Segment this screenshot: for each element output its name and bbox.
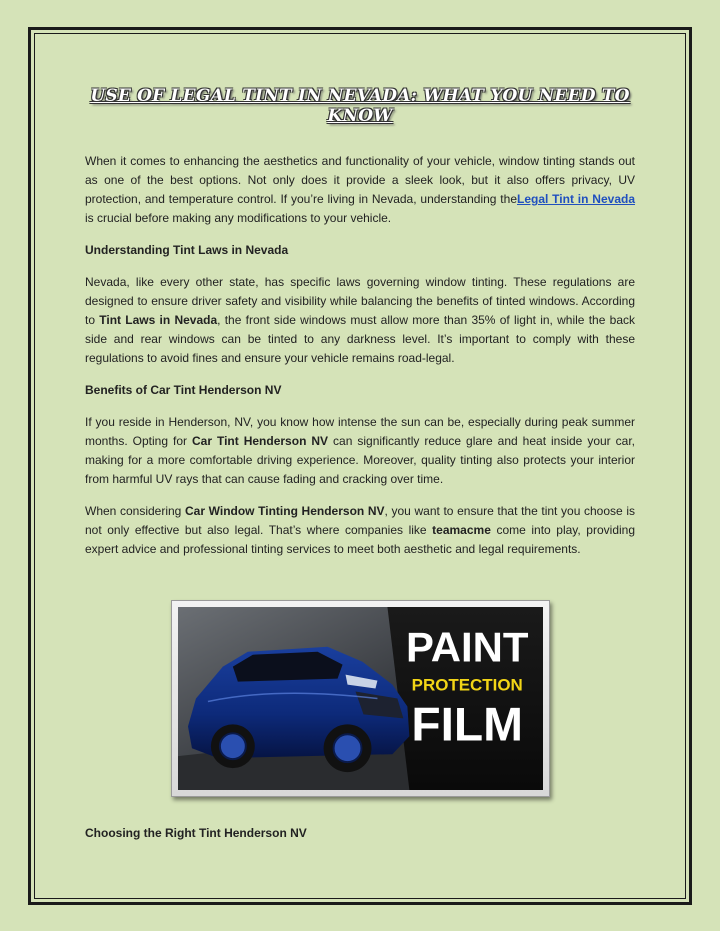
- section-heading-benefits: Benefits of Car Tint Henderson NV: [85, 383, 282, 397]
- benefits-paragraph: If you reside in Henderson, NV, you know how intense the sun can be, especially during peak summer months. Opting for Car Tint Henderson NV can significantly reduce glare and heat inside your car, making for a more comfortable driving experience. Moreover, quality tinting also protects your interior from harmful UV rays that can cause fading and cracking over time.: [85, 415, 635, 486]
- section-heading-choosing-tint: Choosing the Right Tint Henderson NV: [85, 826, 307, 840]
- section-heading-tint-laws: Understanding Tint Laws in Nevada: [85, 243, 289, 257]
- banner-text-film: FILM: [411, 698, 524, 752]
- tint-laws-paragraph: Nevada, like every other state, has specific laws governing window tinting. These regulations are designed to ensure driver safety and visibility while balancing the benefits of tinted windows. According to Tint Laws in Nevada, the front side windows must allow more than 35% of light in, while the back side and rear windows can be tinted to any darkness level. It’s important to comply with these regulations to avoid fines and ensure your vehicle remains road-legal.: [85, 275, 635, 365]
- legal-tint-link[interactable]: Legal Tint in Nevada: [517, 192, 635, 206]
- front-rim: [220, 733, 246, 759]
- banner-text-protection: PROTECTION: [411, 675, 523, 695]
- article-body: [85, 152, 635, 572]
- intro-paragraph: When it comes to enhancing the aesthetics and functionality of your vehicle, window tinting stands out as one of the best options. Not only does it provide a sleek look, but it also offers privacy, UV protection, and temperature control. If you’re living in Nevada, understanding theLegal Tint in Nevada is crucial before making any modifications to your vehicle.: [85, 154, 635, 225]
- paint-protection-film-image: [171, 600, 550, 797]
- banner-text-paint: PAINT: [405, 623, 529, 671]
- car-banner-graphic: [178, 607, 543, 790]
- window-tinting-paragraph: When considering Car Window Tinting Henderson NV, you want to ensure that the tint you choose is not only effective but also legal. That’s where companies like teamacme come into play, providing expert advice and professional tinting services to meet both aesthetic and legal requirements.: [85, 504, 636, 556]
- page-title: USE OF LEGAL TINT IN NEVADA: WHAT YOU NEED TO KNOW: [90, 86, 630, 126]
- rear-rim: [334, 734, 362, 762]
